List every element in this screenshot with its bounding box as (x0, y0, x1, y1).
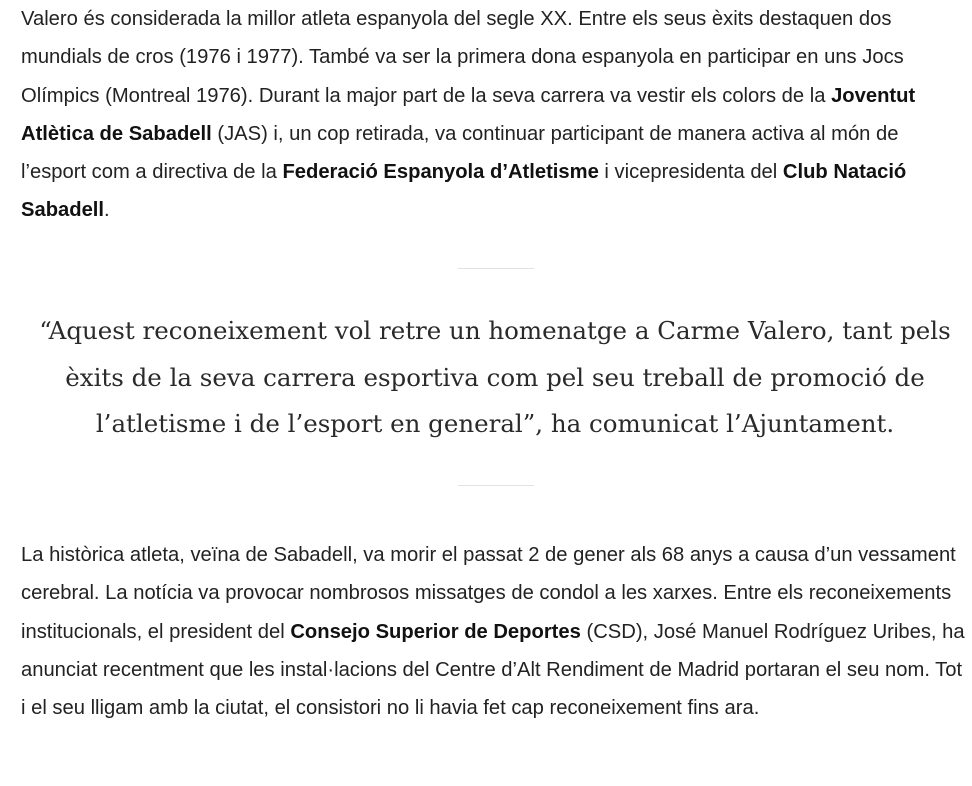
article-paragraph (21, 536, 966, 727)
paragraph-text: . (104, 199, 110, 222)
paragraph-text: La històrica atleta, veïna de Sabadell, va morir el passat 2 de gener als 68 anys a causa d’un vessament cerebral. La notícia va provocar nombrosos missatges de condol a les xarxes. Entre els reconeixements institucionals, el president del (21, 544, 956, 643)
quote-divider-bottom (458, 485, 534, 486)
org-name-club-natacio: Club Natació Sabadell (21, 161, 907, 222)
paragraph-text: i vicepresidenta del (598, 161, 783, 184)
org-name-consejo-deportes: Consejo Superior de Deportes (290, 620, 581, 643)
org-name-federacio-atletisme: Federació Espanyola d’Atletisme (282, 161, 599, 184)
paragraph-text: (JAS) i, un cop retirada, va continuar participant de manera activa al món de l’esport com a directiva de la (21, 122, 899, 184)
paragraph-text: Valero és considerada la millor atleta espanyola del segle XX. Entre els seus èxits destaquen dos mundials de cros (1976 i 1977). També va ser la primera dona espanyola en participar en uns Jocs Olímpics (Montreal 1976). Durant la major part de la seva carrera va vestir els colors de la (21, 8, 904, 107)
paragraph-text: (CSD), José Manuel Rodríguez Uribes, ha anunciat recentment que les instal·lacions del Centre d’Alt Rendiment de Madrid portaran el seu nom. Tot i el seu lligam amb la ciutat, el consistori no li havia fet cap reconeixement fins ara. (21, 620, 965, 720)
article-paragraph (21, 0, 966, 230)
org-name-joventut-atletica: Joventut Atlètica de Sabadell (21, 84, 916, 145)
quote-divider-top (458, 268, 534, 269)
pull-quote: “Aquest reconeixement vol retre un homenatge a Carme Valero, tant pels èxits de la seva carrera esportiva com pel seu treball de promoció de l’atletisme i de l’esport en general”, ha comunicat l’Ajuntament. (39, 316, 951, 438)
